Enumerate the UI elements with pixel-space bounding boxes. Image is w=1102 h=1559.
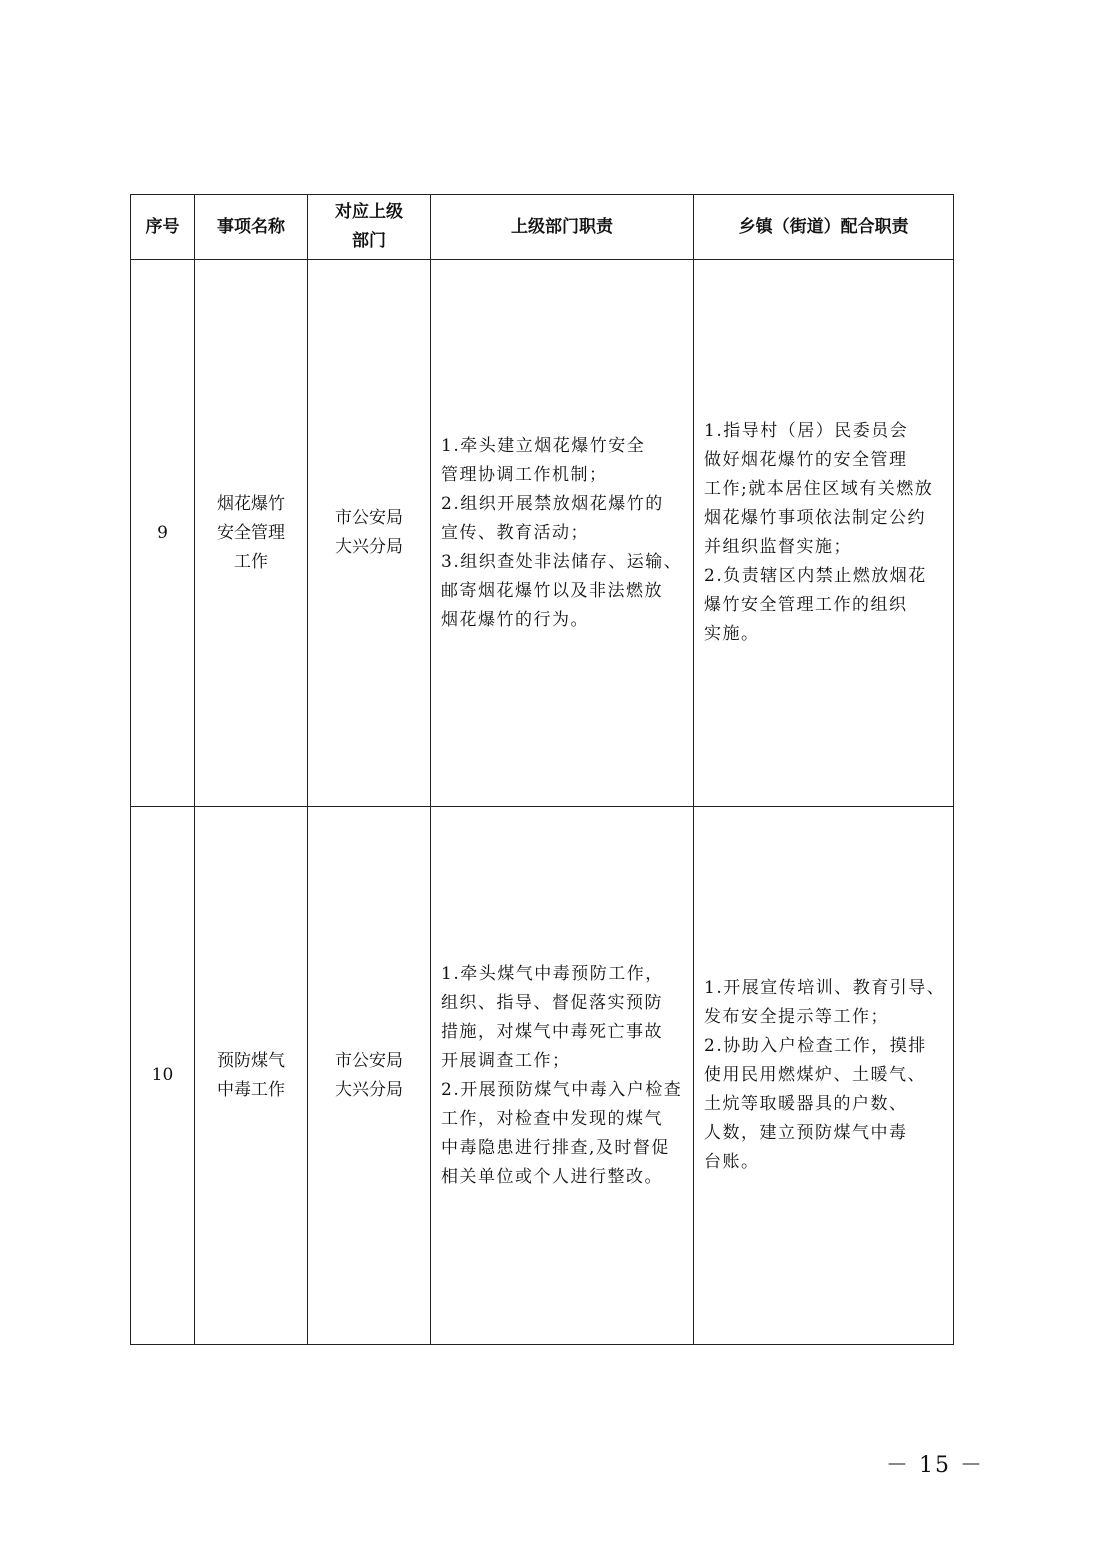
table-row bbox=[131, 807, 954, 1345]
text-line: 中毒工作 bbox=[217, 1079, 285, 1100]
text-line: 烟花爆竹的行为。 bbox=[441, 609, 589, 630]
text-line: 爆竹安全管理工作的组织 bbox=[704, 595, 908, 615]
text-line: 工作，对检查中发现的煤气 bbox=[441, 1108, 663, 1129]
text-line: 烟花爆竹 bbox=[217, 493, 285, 514]
text-line: 人数，建立预防煤气中毒 bbox=[704, 1123, 908, 1143]
header-item-name: 事项名称 bbox=[195, 195, 308, 260]
header-dept-text: 对应上级部门 bbox=[335, 202, 403, 251]
text-line: 1.开展宣传培训、教育引导、 bbox=[704, 978, 946, 998]
text-line: 2.协助入户检查工作，摸排 bbox=[704, 1036, 927, 1056]
cell-name bbox=[195, 260, 308, 807]
text-line: 发布安全提示等工作； bbox=[704, 1007, 889, 1027]
text-line: 2.负责辖区内禁止燃放烟花 bbox=[704, 566, 927, 586]
text-line: 使用民用燃煤炉、土暖气、 bbox=[704, 1065, 926, 1085]
text-line: 开展调查工作； bbox=[441, 1050, 571, 1071]
text-line: 并组织监督实施； bbox=[704, 537, 852, 557]
table-header-row bbox=[131, 195, 954, 260]
text-line: 工作 bbox=[234, 551, 268, 572]
text-line: 宣传、教育活动； bbox=[441, 522, 589, 543]
header-no: 序号 bbox=[131, 195, 195, 260]
text-line: 3.组织查处非法储存、运输、 bbox=[441, 551, 683, 572]
header-cooperation: 乡镇（街道）配合职责 bbox=[694, 195, 954, 260]
text-line: 工作;就本居住区域有关燃放 bbox=[704, 479, 934, 499]
header-dept bbox=[308, 195, 431, 260]
cell-no: 10 bbox=[131, 807, 195, 1345]
text-line: 邮寄烟花爆竹以及非法燃放 bbox=[441, 580, 663, 601]
table-row bbox=[131, 260, 954, 807]
text-line: 1.牵头建立烟花爆竹安全 bbox=[441, 435, 646, 456]
text-line: 实施。 bbox=[704, 624, 760, 644]
text-line: 管理协调工作机制； bbox=[441, 464, 608, 485]
header-duties: 上级部门职责 bbox=[431, 195, 694, 260]
text-line: 2.组织开展禁放烟花爆竹的 bbox=[441, 493, 664, 514]
cell-duties bbox=[431, 807, 694, 1345]
text-line: 1.牵头煤气中毒预防工作， bbox=[441, 963, 664, 984]
cell-name bbox=[195, 807, 308, 1345]
cell-dept bbox=[308, 807, 431, 1345]
cell-cooperation bbox=[694, 260, 954, 807]
text-line: 台账。 bbox=[704, 1152, 760, 1172]
text-line: 1.指导村（居）民委员会 bbox=[704, 421, 909, 441]
responsibility-table bbox=[130, 194, 954, 1345]
text-line: 2.开展预防煤气中毒入户检查 bbox=[441, 1079, 683, 1100]
text-line: 烟花爆竹事项依法制定公约 bbox=[704, 508, 926, 528]
text-line: 预防煤气 bbox=[217, 1050, 285, 1071]
text-line: 做好烟花爆竹的安全管理 bbox=[704, 450, 908, 470]
text-line: 中毒隐患进行排查,及时督促 bbox=[441, 1137, 670, 1158]
cell-dept bbox=[308, 260, 431, 807]
cell-duties bbox=[431, 260, 694, 807]
cell-no: 9 bbox=[131, 260, 195, 807]
text-line: 组织、指导、督促落实预防 bbox=[441, 992, 663, 1013]
text-line: 土炕等取暖器具的户数、 bbox=[704, 1094, 908, 1114]
text-line: 相关单位或个人进行整改。 bbox=[441, 1166, 663, 1187]
text-line: 大兴分局 bbox=[335, 537, 403, 557]
page-number: － 15 － bbox=[886, 1453, 984, 1478]
text-line: 措施，对煤气中毒死亡事故 bbox=[441, 1021, 663, 1042]
text-line: 大兴分局 bbox=[335, 1079, 403, 1100]
text-line: 市公安局 bbox=[335, 508, 403, 528]
text-line: 安全管理 bbox=[217, 522, 285, 543]
text-line: 市公安局 bbox=[335, 1050, 403, 1071]
cell-cooperation bbox=[694, 807, 954, 1345]
